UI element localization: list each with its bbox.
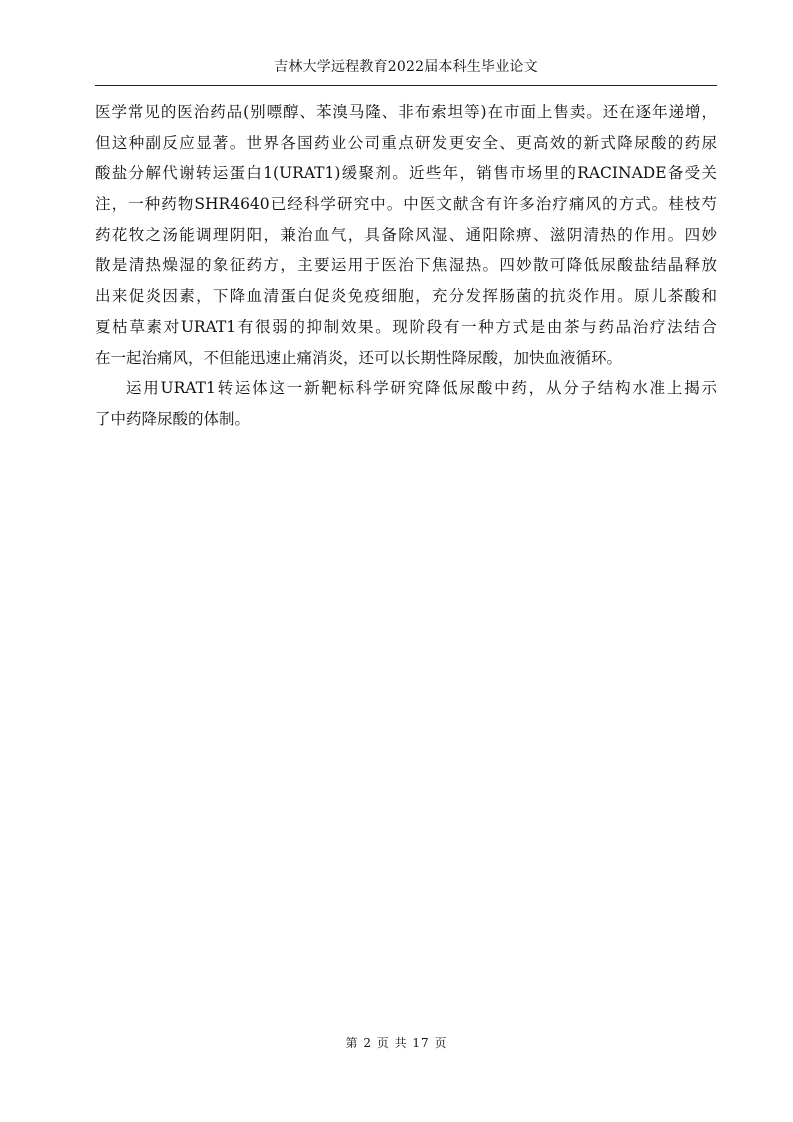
- text-line: 酸盐分解代谢转运蛋白1(URAT1)缓聚剂。近些年，销售市场里的RACINADE备受关: [95, 164, 717, 183]
- text-line: 医学常见的医治药品(别嘌醇、苯溴马隆、非布索坦等)在市面上售卖。还在逐年递增，: [95, 103, 717, 121]
- page-number: 第 2 页 共 17 页: [345, 1036, 448, 1050]
- page-footer: [0, 1034, 793, 1052]
- text-line: 了中药降尿酸的体制。: [95, 409, 251, 428]
- text-line: 散是清热燥湿的象征药方，主要运用于医治下焦湿热。四妙散可降低尿酸盐结晶释放: [95, 256, 717, 275]
- text-line: 夏枯草素对URAT1有很弱的抑制效果。现阶段有一种方式是由茶与药品治疗法结合: [95, 317, 717, 336]
- text-line: 药花牧之汤能调理阴阳，兼治血气，具备除风湿、通阳除痹、滋阴清热的作用。四妙: [95, 225, 717, 244]
- paragraph-2: [95, 373, 717, 434]
- text-line: 运用URAT1转运体这一新靶标科学研究降低尿酸中药，从分子结构水准上揭示: [126, 379, 717, 398]
- text-line: 出来促炎因素，下降血清蛋白促炎免疫细胞，充分发挥肠菌的抗炎作用。原儿茶酸和: [95, 287, 717, 306]
- header-title: 吉林大学远程教育2022届本科生毕业论文: [274, 59, 538, 75]
- document-body: [95, 97, 717, 435]
- text-line: 但这种副反应显著。世界各国药业公司重点研发更安全、更高效的新式降尿酸的药尿: [95, 133, 717, 152]
- text-line: 注，一种药物SHR4640已经科学研究中。中医文献含有许多治疗痛风的方式。桂枝芍: [95, 195, 717, 214]
- text-line: 在一起治痛风，不但能迅速止痛消炎，还可以长期性降尿酸，加快血液循环。: [95, 348, 623, 367]
- page-header: [95, 52, 717, 86]
- paragraph-1: [95, 97, 717, 373]
